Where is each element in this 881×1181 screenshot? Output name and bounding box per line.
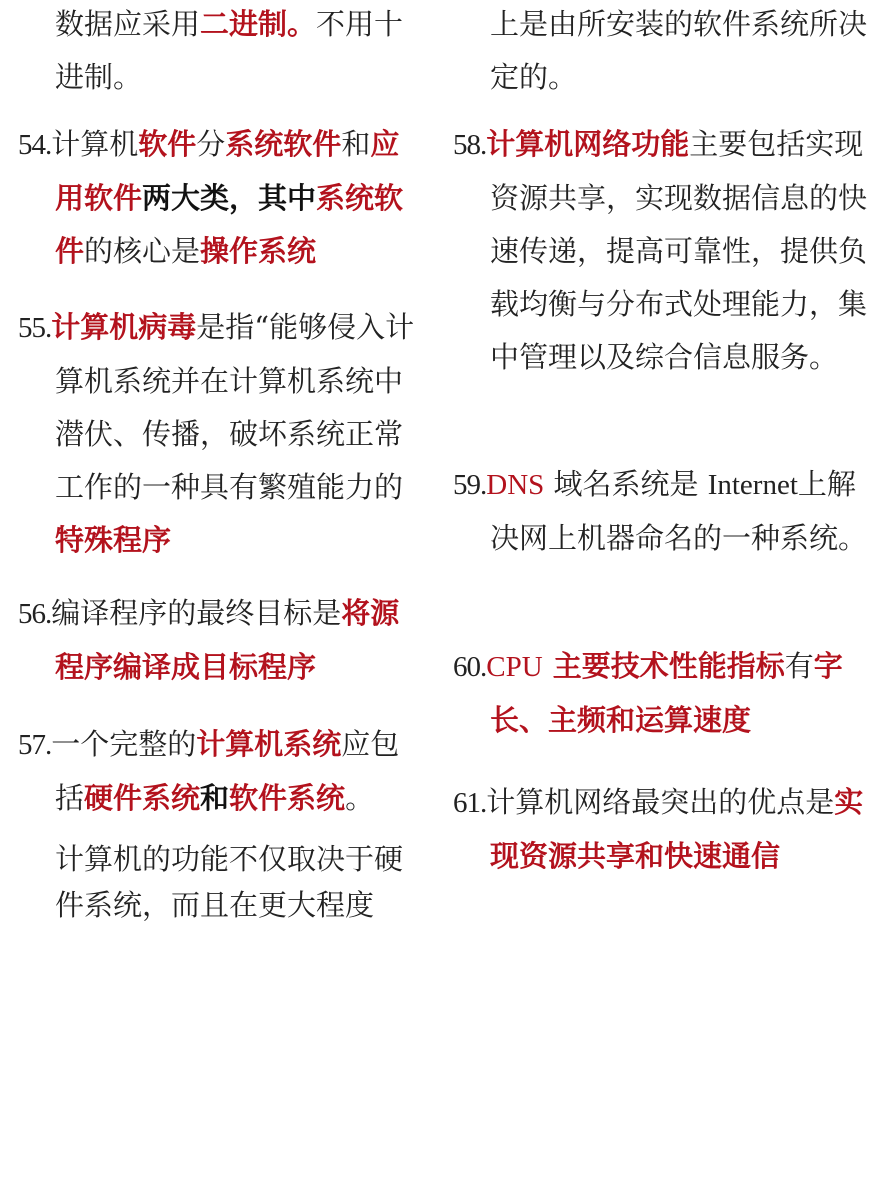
list-item-54 — [18, 118, 418, 278]
list-item-57-continued — [18, 836, 418, 928]
text: 和 — [341, 127, 371, 161]
highlight-text: CPU — [486, 651, 543, 683]
list-item-58 — [453, 118, 873, 384]
text: 计算机网络最突出的优点是 — [486, 785, 835, 819]
bold-text: 两大类，其中 — [142, 181, 317, 215]
text: 域名系统是 — [544, 467, 708, 501]
item-number: 60. — [453, 651, 487, 683]
text: Internet — [707, 469, 798, 501]
text: 分 — [196, 127, 226, 161]
highlight-text: 计算机系统 — [196, 727, 342, 761]
text: 一个完整的 — [51, 727, 197, 761]
text: 的核心是 — [84, 234, 201, 268]
text: 是指“能够侵入计算机系统并在计算机系统中潜伏、传播，破坏系统正常工作的一种具有繁殖能力的 — [55, 310, 415, 504]
text: 计算机的功能不仅取决于硬件系统，而且在更大程度 — [55, 842, 404, 922]
text: 。 — [345, 781, 375, 815]
item-number: 58. — [453, 129, 487, 161]
item-number: 57. — [18, 729, 52, 761]
text: 应包括 — [55, 727, 400, 815]
highlight-text: 应用软件 — [55, 127, 400, 215]
text: 数据应采用 — [55, 7, 201, 41]
list-item — [18, 0, 418, 104]
text: 不用十进制。 — [55, 7, 404, 94]
highlight-text: 软件 — [138, 127, 197, 161]
highlight-text: 二进制。 — [200, 7, 317, 41]
item-number: 59. — [453, 469, 487, 501]
list-item-55 — [18, 301, 418, 567]
list-item-60 — [453, 640, 873, 747]
list-item-57 — [18, 718, 418, 825]
text: 编译程序的最终目标是 — [51, 596, 342, 630]
highlight-text: 系统软件 — [225, 127, 342, 161]
text: 计算机 — [51, 127, 139, 161]
text: 上是由所安装的软件系统所决定的。 — [490, 7, 868, 94]
item-number: 56. — [18, 598, 52, 630]
list-item-61 — [453, 776, 873, 883]
highlight-text: 字长、主频和运算速度 — [490, 649, 843, 737]
highlight-text: DNS — [486, 469, 545, 501]
bold-text: 和 — [200, 781, 230, 815]
highlight-text: 特殊程序 — [55, 523, 172, 557]
text: 有 — [784, 649, 814, 683]
item-number: 61. — [453, 787, 487, 819]
list-item — [453, 0, 873, 104]
item-number: 54. — [18, 129, 52, 161]
highlight-text: 计算机网络功能 — [486, 127, 690, 161]
highlight-text: 实现资源共享和快速通信 — [490, 785, 864, 873]
list-item-59 — [453, 458, 873, 565]
highlight-text: 将源程序编译成目标程序 — [55, 596, 400, 684]
text: 上解决网上机器命名的一种系统。 — [490, 467, 868, 555]
highlight-text: 操作系统 — [200, 234, 317, 268]
list-item-56 — [18, 587, 418, 694]
text: 主要包括实现资源共享，实现数据信息的快速传递，提高可靠性，提供负载均衡与分布式处理能力，集中管理以及综合信息服务。 — [490, 127, 868, 374]
highlight-text: 硬件系统 — [84, 781, 201, 815]
highlight-text: 系统软件 — [55, 181, 404, 268]
item-number: 55. — [18, 312, 52, 344]
highlight-text: 软件系统 — [229, 781, 346, 815]
highlight-text: 主要技术性能指标 — [542, 649, 785, 683]
highlight-text: 计算机病毒 — [51, 310, 197, 344]
